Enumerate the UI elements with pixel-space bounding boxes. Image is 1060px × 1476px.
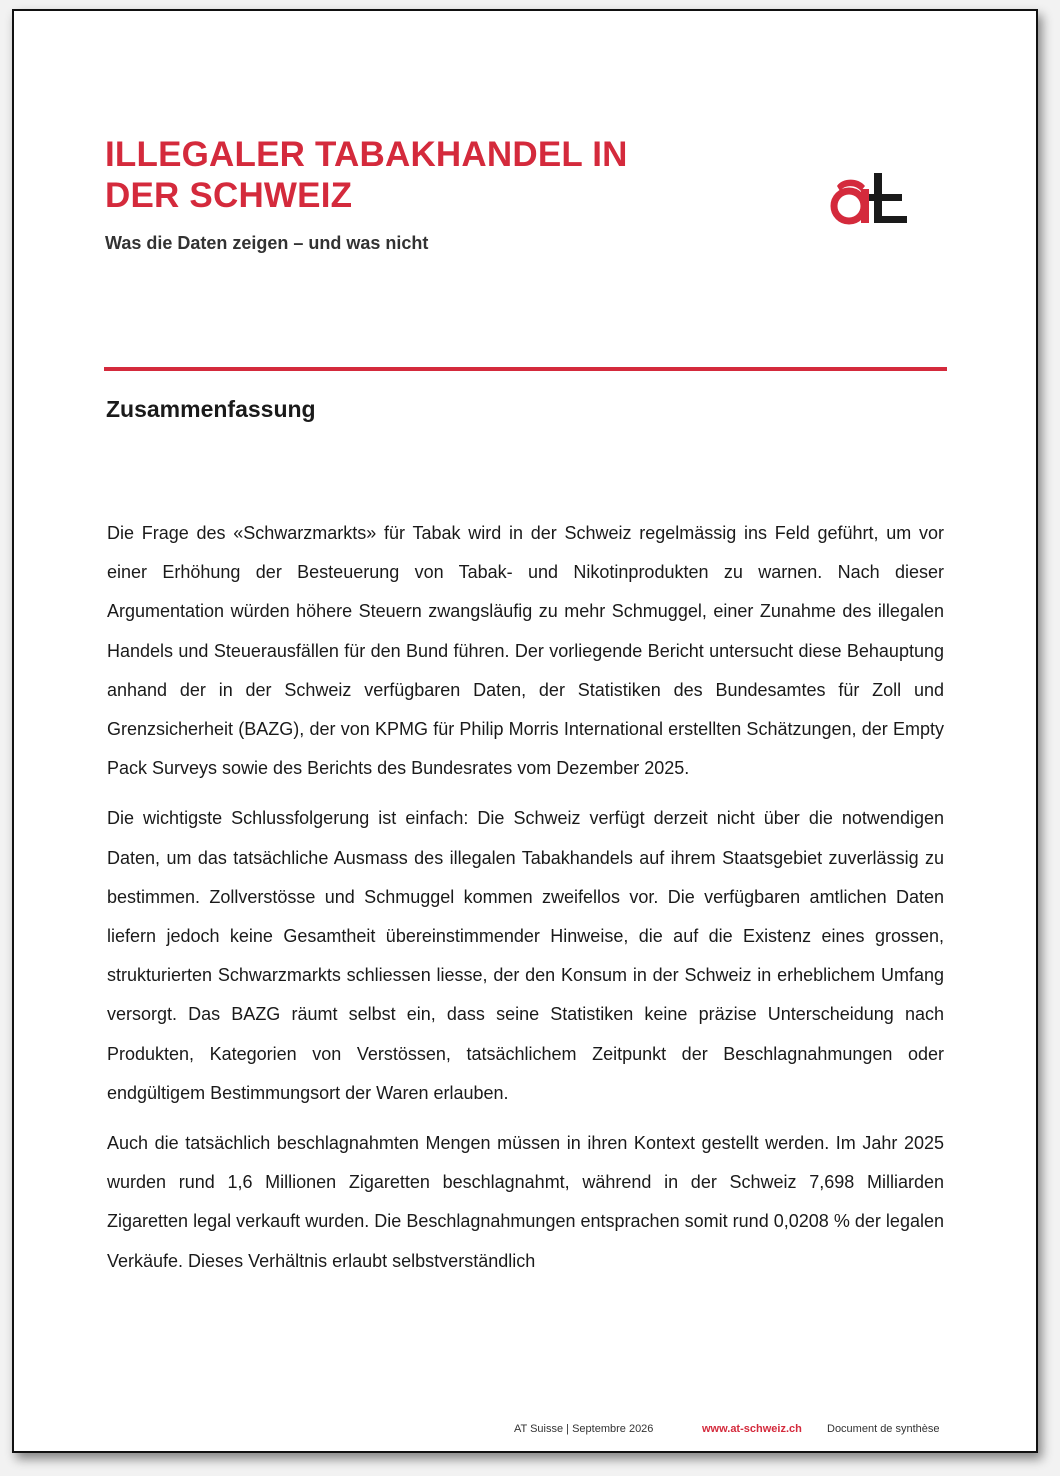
- paragraph: Die wichtigste Schlussfolgerung ist einfach: Die Schweiz verfügt derzeit nicht über die notwendigen Daten, um das tatsächliche Ausmass des illegalen Tabakhandels auf ihrem Staatsgebiet zuverlässig zu bestimmen. Zollverstösse und Schmuggel kommen zweifellos vor. Die verfügbaren amtlichen Daten liefern jedoch keine Gesamtheit übereinstimmender Hinweise, die auf die Existenz eines grossen, strukturierten Schwarzmarkts schliessen liesse, der den Konsum in der Schweiz in erheblichem Umfang versorgt. Das BAZG räumt selbst ein, dass seine Statistiken keine präzise Unterscheidung nach Produkten, Kategorien von Verstössen, tatsächlichem Zeitpunkt der Beschlagnahmungen oder endgültigem Bestimmungsort der Waren erlauben.: [107, 808, 944, 1103]
- logo-letter-a-stem: [861, 189, 869, 223]
- logo-letter-t-bar: [869, 194, 902, 201]
- document-subtitle: Was die Daten zeigen – und was nicht: [105, 233, 429, 253]
- header-divider: [104, 367, 947, 371]
- paragraph: Auch die tatsächlich beschlagnahmten Mengen müssen in ihren Kontext gestellt werden. Im Jahr 2025 wurden rund 1,6 Millionen Zigaretten beschlagnahmt, während in der Schweiz 7,698 Milliarden Zigaretten legal verkauft wurden. Die Beschlagnahmungen entsprachen somit rund 0,0208 % der legalen Verkäufe. Dieses Verhältnis erlaubt selbstverständlich: [107, 1133, 944, 1271]
- section-heading: Zusammenfassung: [106, 396, 316, 422]
- summary-body: [107, 514, 944, 1292]
- paragraph: Die Frage des «Schwarzmarkts» für Tabak wird in der Schweiz regelmässig ins Feld geführt, um vor einer Erhöhung der Besteuerung von Tabak- und Nikotinprodukten zu warnen. Nach dieser Argumentation würden höhere Steuern zwangsläufig zu mehr Schmuggel, einer Zunahme des illegalen Handels und Steuerausfällen für den Bund führen. Der vorliegende Bericht untersucht diese Behauptung anhand der in der Schweiz verfügbaren Daten, der Statistiken des Bundesamtes für Zoll und Grenzsicherheit (BAZG), der von KPMG für Philip Morris International erstellten Schätzungen, der Empty Pack Surveys sowie des Berichts des Bundesrates vom Dezember 2025.: [107, 523, 944, 779]
- title-line-1: ILLEGALER TABAKHANDEL IN: [105, 135, 628, 174]
- footer-website-link[interactable]: www.at-schweiz.ch: [702, 1423, 802, 1435]
- logo-letter-a-bowl: [834, 191, 864, 221]
- document-title: [105, 134, 628, 216]
- title-line-2: DER SCHWEIZ: [105, 176, 353, 215]
- footer-publisher-date: AT Suisse | Septembre 2026: [514, 1423, 654, 1435]
- footer-document-type: Document de synthèse: [827, 1423, 940, 1435]
- logo-letter-t-base: [874, 216, 907, 223]
- document-page: [12, 9, 1038, 1453]
- at-logo-icon: [828, 169, 910, 227]
